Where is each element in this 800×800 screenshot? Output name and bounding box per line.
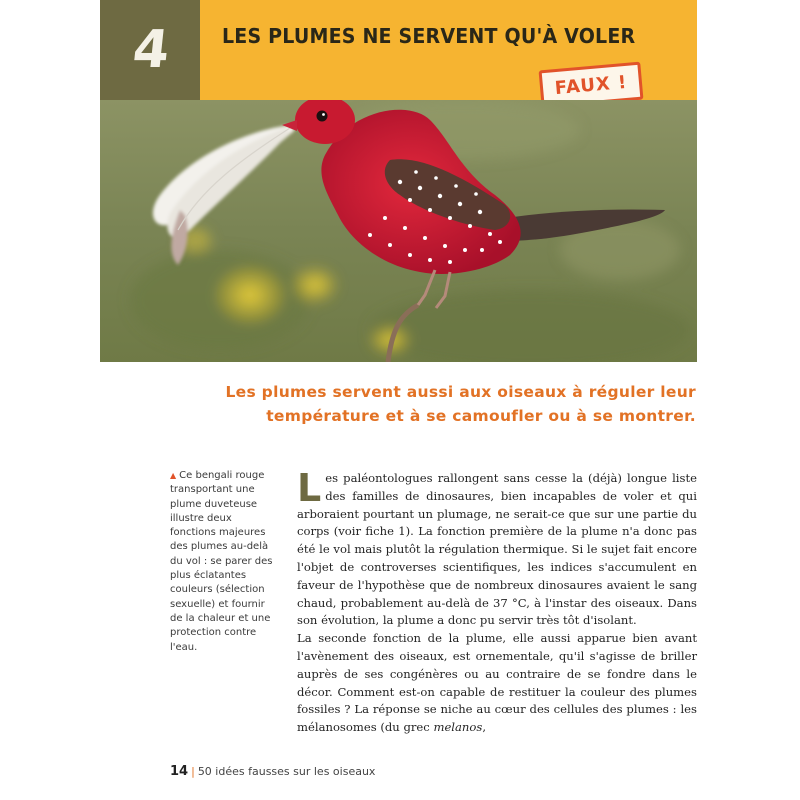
paragraph-2-italic: melanos	[433, 720, 483, 735]
drop-cap: L	[297, 466, 322, 510]
chapter-title: LES PLUMES NE SERVENT QU'À VOLER	[222, 24, 636, 48]
footer-separator: |	[191, 765, 195, 778]
caption-arrow-icon: ▲	[170, 471, 177, 480]
book-title: 50 idées fausses sur les oiseaux	[197, 765, 376, 778]
verdict-label: FAUX !	[553, 71, 629, 99]
photo-caption	[170, 469, 280, 655]
paragraph-1-text: es paléontologues rallongent sans cesse la (déjà) longue liste des familles de dinosaures, bien incapables de voler et qui arboraient pourtant un plumage, ne serait-ce que sur une partie du corps (voir fiche 1). La fonction première de la plume n'a donc pas été le vol mais plutôt la régulation thermique. Si le sujet fait encore l'objet de controverses scientifiques, les indices s'accumulent en faveur de l'hypothèse que de nombreux dinosaures avaient le sang chaud, probablement au-delà de 37 °C, à l'instar des oiseaux. Dans son évolution, la plume a donc pu servir très tôt d'isolant.	[297, 471, 697, 628]
caption-text: Ce bengali rouge transportant une plume duveteuse illustre deux fonctions majeures des plumes au-delà du vol : se parer des plus éclatantes couleurs (sélection sexuelle) et fournir de la chaleur et une protection contre l'eau.	[170, 470, 273, 653]
chapter-number-box	[100, 0, 200, 100]
paragraph-2-end: ,	[482, 720, 487, 735]
chapter-subtitle: Les plumes servent aussi aux oiseaux à réguler leur température et à se camoufler ou à se montrer.	[225, 383, 696, 425]
page-footer	[170, 764, 375, 779]
page-number: 14	[170, 764, 189, 779]
bird-photo	[100, 100, 697, 362]
paragraph-2-text: La seconde fonction de la plume, elle aussi apparue bien avant l'avènement des oiseaux, est ornementale, qu'il s'agisse de briller auprès de ses congénères ou au contraire de se fondre dans le décor. Comment est-on capable de restituer la couleur des plumes fossiles ? La réponse se niche au cœur des cellules des plumes : les mélanosomes (du grec	[297, 631, 697, 735]
body-text	[297, 466, 697, 737]
chapter-number: 4	[129, 20, 171, 80]
body-paragraph-1	[297, 466, 697, 630]
body-paragraph-2	[297, 630, 697, 737]
